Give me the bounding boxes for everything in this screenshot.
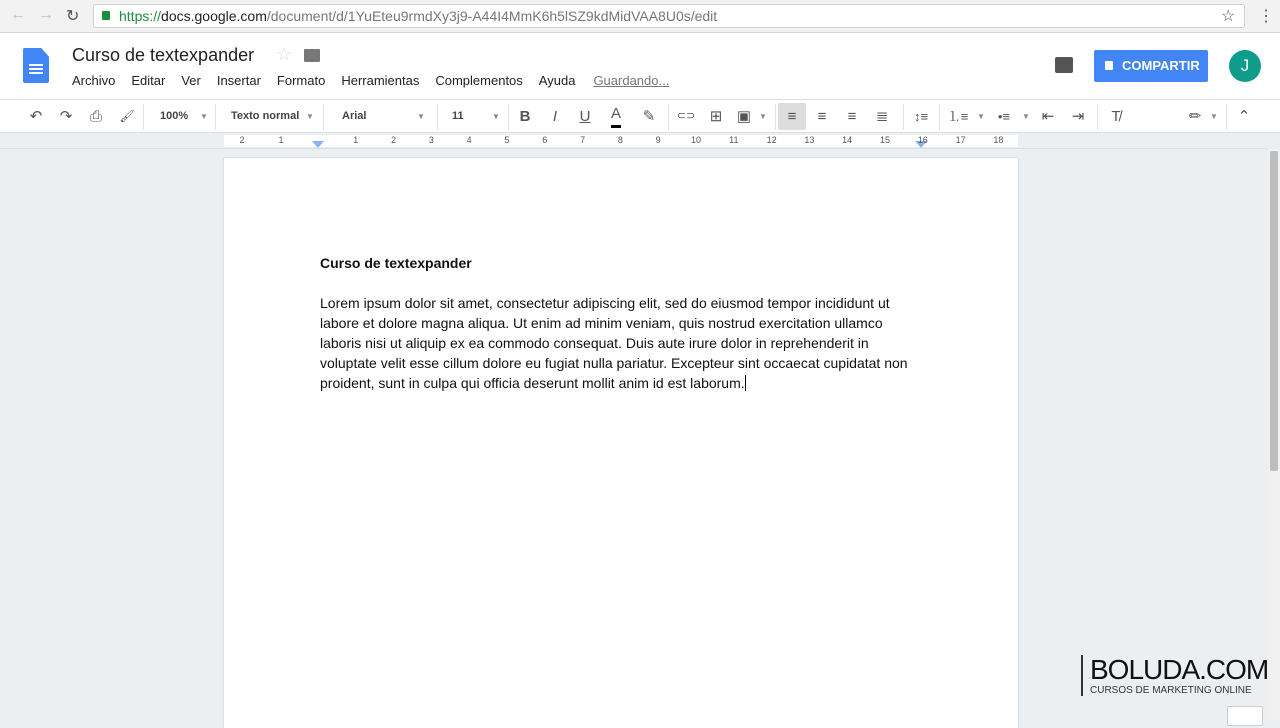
link-icon[interactable]: ⊂⊃	[676, 110, 696, 122]
avatar[interactable]: J	[1229, 50, 1261, 82]
line-spacing-icon[interactable]: ↕≡	[913, 109, 929, 124]
font-select[interactable]: Arial	[342, 110, 367, 122]
url-host: docs.google.com	[161, 8, 267, 24]
text-color-icon[interactable]: A	[611, 100, 621, 128]
ruler-label: 6	[542, 135, 548, 145]
explore-button[interactable]	[1227, 706, 1263, 726]
browser-bar	[0, 0, 1280, 33]
lock-icon	[102, 11, 110, 20]
reload-icon[interactable]: ↻	[66, 8, 80, 25]
italic-icon[interactable]: I	[552, 108, 558, 125]
image-icon[interactable]: ▣	[736, 108, 752, 125]
ruler-label: 2	[391, 135, 397, 145]
document-page[interactable]	[224, 158, 1018, 728]
address-bar[interactable]	[93, 4, 1245, 28]
back-icon[interactable]: ←	[10, 6, 26, 23]
zoom-select[interactable]: 100%	[160, 110, 189, 122]
align-left-icon[interactable]: ≡	[778, 103, 806, 130]
menu-archivo[interactable]: Archivo	[72, 73, 116, 88]
scrollbar[interactable]	[1268, 149, 1280, 720]
align-right-icon[interactable]: ≡	[847, 108, 857, 125]
text-cursor	[745, 375, 746, 391]
browser-menu-icon[interactable]: ⋮	[1258, 8, 1274, 25]
watermark-tagline: CURSOS DE MARKETING ONLINE	[1090, 685, 1252, 696]
save-status[interactable]: Guardando...	[593, 73, 670, 88]
ruler-label: 12	[766, 135, 777, 145]
align-center-icon[interactable]: ≡	[817, 108, 827, 125]
scrollbar-thumb[interactable]	[1270, 151, 1278, 471]
menu-formato[interactable]: Formato	[276, 73, 326, 88]
ruler-label: 16	[917, 135, 928, 145]
ruler-label: 17	[955, 135, 966, 145]
document-paragraph[interactable]	[320, 293, 920, 393]
menu-ayuda[interactable]: Ayuda	[538, 73, 576, 88]
docs-header	[0, 33, 1280, 99]
ruler-label: 1	[353, 135, 359, 145]
menu-editar[interactable]: Editar	[131, 73, 166, 88]
ruler-label: 14	[842, 135, 853, 145]
ruler-label: 9	[655, 135, 661, 145]
ruler-label: 5	[504, 135, 510, 145]
ruler-label: 18	[993, 135, 1004, 145]
highlight-icon[interactable]: ✎	[642, 108, 656, 125]
paint-format-icon[interactable]: 🖌	[119, 109, 135, 123]
ruler-label: 4	[466, 135, 472, 145]
print-icon[interactable]: ⎙	[89, 108, 103, 125]
increase-indent-icon[interactable]: ⇥	[1071, 108, 1085, 125]
underline-icon[interactable]: U	[579, 108, 591, 125]
folder-icon[interactable]	[304, 49, 320, 62]
watermark-logo	[1081, 655, 1268, 696]
lock-icon	[1105, 61, 1113, 70]
star-icon[interactable]: ☆	[276, 44, 293, 64]
ruler-label: 1	[278, 135, 284, 145]
toolbar: ↶ ↷ ⎙ 🖌 100% ▼ Texto normal ▼ Arial ▼ 11 ▼ B I U A ✎ ⊂⊃ ⊞ ▣ ▼ ≡ ≡ ≡ ≣ ↕≡ ⒈≡ ▼ •≡ ▼ ⇤ ⇥ T̸ ✏ ▼ ⌃	[0, 99, 1280, 133]
ruler-label: 3	[428, 135, 434, 145]
editing-mode-icon[interactable]: ✏	[1188, 108, 1202, 125]
share-button[interactable]	[1094, 50, 1208, 82]
ruler-label: 15	[879, 135, 891, 145]
collapse-toolbar-icon[interactable]: ⌃	[1237, 108, 1251, 125]
left-indent-marker[interactable]	[312, 141, 324, 148]
forward-icon[interactable]: →	[38, 6, 54, 23]
ruler	[0, 133, 1268, 149]
clear-formatting-icon[interactable]: T̸	[1111, 108, 1121, 125]
ruler-label: 11	[729, 135, 739, 145]
insert-comment-icon[interactable]: ⊞	[709, 108, 723, 125]
document-heading[interactable]: Curso de textexpander	[320, 255, 472, 271]
comments-icon[interactable]	[1055, 57, 1073, 73]
undo-icon[interactable]: ↶	[29, 108, 43, 125]
share-label: COMPARTIR	[1122, 58, 1200, 73]
font-size-select[interactable]: 11	[452, 110, 464, 122]
ruler-label: 7	[580, 135, 586, 145]
justify-icon[interactable]: ≣	[875, 108, 889, 125]
menu-ver[interactable]: Ver	[181, 73, 201, 88]
bold-icon[interactable]: B	[519, 108, 531, 125]
ruler-label: 10	[690, 135, 702, 145]
docs-logo-icon[interactable]	[23, 48, 49, 83]
menu-herramientas[interactable]: Herramientas	[341, 73, 420, 88]
url-scheme: https://	[119, 8, 162, 24]
paragraph-text: Lorem ipsum dolor sit amet, consectetur adipiscing elit, sed do eiusmod tempor incididunt ut labore et dolore magna aliqua. Ut enim ad minim veniam, quis nostrud exercitation ullamco laboris nisi ut aliquip ex ea commodo consequat. Duis aute irure dolor in reprehenderit in voluptate velit esse cillum dolore eu fugiat nulla pariatur. Excepteur sint occaecat cupidatat non proident, sunt in culpa qui officia deserunt mollit anim id est laborum.	[320, 295, 908, 391]
document-title[interactable]: Curso de textexpander	[72, 45, 255, 65]
bookmark-star-icon[interactable]: ☆	[1221, 8, 1236, 25]
menu-bar	[72, 73, 685, 88]
menu-insertar[interactable]: Insertar	[216, 73, 261, 88]
ruler-label: 2	[239, 135, 245, 145]
watermark-brand: BOLUDA.COM	[1090, 654, 1269, 685]
ruler-label: 13	[804, 135, 815, 145]
bulleted-list-icon[interactable]: •≡	[997, 109, 1011, 124]
ruler-label: 8	[617, 135, 623, 145]
decrease-indent-icon[interactable]: ⇤	[1041, 108, 1055, 125]
menu-complementos[interactable]: Complementos	[435, 73, 523, 88]
numbered-list-icon[interactable]: ⒈≡	[947, 109, 969, 124]
url-path: /document/d/1YuEteu9rmdXy3j9-A44I4MmK6h5lSZ9kdMidVAA8U0s/edit	[266, 8, 718, 24]
redo-icon[interactable]: ↷	[59, 108, 73, 125]
style-select[interactable]: Texto normal	[231, 110, 300, 122]
